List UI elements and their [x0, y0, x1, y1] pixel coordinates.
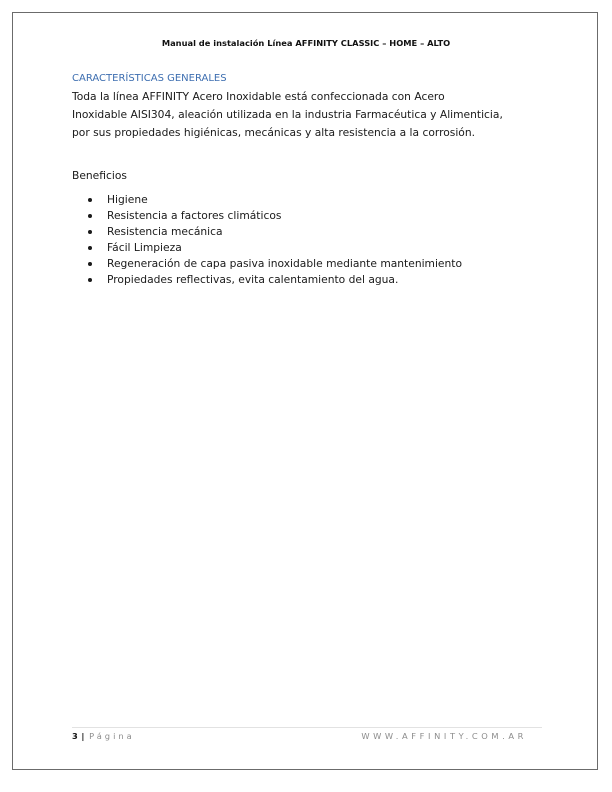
list-item: [88, 208, 462, 224]
list-item: [88, 224, 462, 240]
intro-line: Toda la línea AFFINITY Acero Inoxidable está confeccionada con Acero: [72, 90, 445, 103]
bullet-icon: [88, 198, 92, 202]
footer-separator: |: [81, 731, 85, 741]
benefits-heading: Beneficios: [72, 169, 127, 182]
footer-divider: [72, 727, 542, 728]
list-item: [88, 192, 462, 208]
benefits-list: [88, 192, 462, 288]
list-item-label: Regeneración de capa pasiva inoxidable mediante mantenimiento: [107, 257, 463, 270]
list-item: [88, 240, 462, 256]
bullet-icon: [88, 246, 92, 250]
bullet-icon: [88, 262, 92, 266]
intro-line: por sus propiedades higiénicas, mecánicas y alta resistencia a la corrosión.: [72, 126, 476, 139]
section-heading: CARACTERÍSTICAS GENERALES: [72, 73, 227, 84]
page-word: Página: [89, 731, 135, 741]
intro-paragraph: [72, 88, 542, 142]
list-item: [88, 272, 462, 288]
page-number: 3: [72, 731, 78, 741]
bullet-icon: [88, 278, 92, 282]
list-item-label: Fácil Limpieza: [107, 241, 182, 254]
bullet-icon: [88, 214, 92, 218]
footer-website: WWW.AFFINITY.COM.AR: [361, 731, 527, 741]
list-item-label: Resistencia a factores climáticos: [107, 209, 282, 222]
bullet-icon: [88, 230, 92, 234]
list-item-label: Propiedades reflectivas, evita calentamiento del agua.: [107, 273, 399, 286]
intro-line: Inoxidable AISI304, aleación utilizada en la industria Farmacéutica y Alimenticia,: [72, 108, 503, 121]
list-item-label: Higiene: [107, 193, 148, 206]
footer-page-indicator: [72, 731, 135, 741]
page-header-title: Manual de instalación Línea AFFINITY CLASSIC – HOME – ALTO: [161, 38, 451, 48]
list-item-label: Resistencia mecánica: [107, 225, 223, 238]
list-item: [88, 256, 462, 272]
